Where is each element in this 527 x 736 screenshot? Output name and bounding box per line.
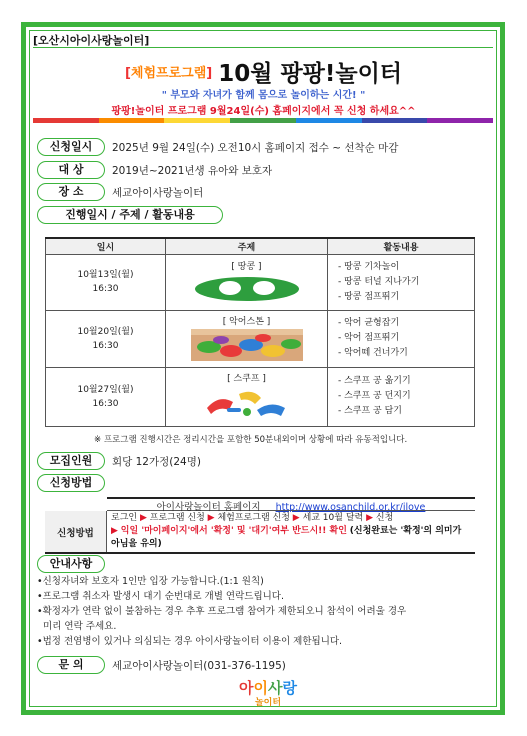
notice-list xyxy=(37,574,406,649)
column-header-topic: 주제 xyxy=(166,238,328,254)
activity-item: - 땅콩 터널 지나가기 xyxy=(338,276,420,287)
recruit-value: 회당 12가정(24명) xyxy=(112,456,201,468)
method-row-head: 신청방법 xyxy=(45,511,107,552)
recruit-label: 모집인원 xyxy=(37,452,105,470)
list-item: •프로그램 취소자 발생시 대기 순번대로 개별 연락드립니다. xyxy=(37,591,284,602)
subtitle-notice: 팡팡!놀이터 프로그램 9월24일(수) 홈페이지에서 꼭 신청 하세요^^ xyxy=(111,106,416,117)
logo-main: 아이사랑 xyxy=(239,679,297,697)
row-time: 16:30 xyxy=(92,284,119,294)
topic-name: [ 스쿠프 ] xyxy=(227,373,266,384)
notice-label: 안내사항 xyxy=(37,555,105,573)
activity-item: - 악어 균형잡기 xyxy=(338,318,400,328)
apply-date-label: 신청일시 xyxy=(37,138,105,156)
row-time: 16:30 xyxy=(92,340,119,351)
list-item: 미리 연락 주세요. xyxy=(37,621,117,632)
place-value: 세교아이사랑놀이터 xyxy=(112,187,204,199)
activity-item: - 스쿠프 공 옮기기 xyxy=(338,376,411,386)
scoop-toy-icon xyxy=(199,386,295,420)
topic-name: [ 악어스톤 ] xyxy=(222,316,271,327)
org-label: [오산시아이사랑놀이터] xyxy=(33,34,150,47)
list-item: •확정자가 연락 없이 불참하는 경우 추후 프로그램 참여가 제한되오니 참석이 어려울 경우 xyxy=(37,606,407,617)
schedule-table xyxy=(45,237,475,427)
method-box xyxy=(45,497,475,554)
activity-item: - 악어떼 건너가기 xyxy=(338,348,408,358)
peanut-ball-icon xyxy=(192,274,302,302)
method-site-row xyxy=(107,497,475,511)
logo-sub: 놀이터 xyxy=(254,698,282,708)
target-label: 대 상 xyxy=(37,161,105,179)
list-item: •신청자녀와 보호자 1인만 입장 가능합니다.(1:1 원칙) xyxy=(37,576,264,587)
method-label: 신청방법 xyxy=(37,474,105,492)
table-row xyxy=(46,254,475,310)
table-row xyxy=(46,367,475,426)
title-main: 10월 팡팡!놀이터 xyxy=(218,61,403,87)
list-item: •법정 전염병이 있거나 의심되는 경우 아이사랑놀이터 이용이 제한됩니다. xyxy=(37,636,343,647)
schedule-note: ※ 프로그램 진행시간은 정리시간을 포함한 50분내외이며 상황에 따라 유동적입니다. xyxy=(94,435,408,445)
poster-title xyxy=(0,55,527,88)
activity-item: - 땅콩 기차놀이 xyxy=(338,261,400,272)
activity-item: - 땅콩 점프뛰기 xyxy=(338,291,400,302)
activity-item: - 스쿠프 공 담기 xyxy=(338,406,402,416)
ilove-logo xyxy=(228,677,308,709)
activity-item: - 악어 점프뛰기 xyxy=(338,333,400,343)
contact-label: 문 의 xyxy=(37,656,105,674)
place-label: 장 소 xyxy=(37,183,105,201)
crocodile-stone-icon xyxy=(191,329,303,361)
table-row xyxy=(46,310,475,367)
target-value: 2019년~2021년생 유아와 보호자 xyxy=(112,165,273,177)
column-header-date: 일시 xyxy=(46,238,166,254)
confirm-warning: 익일 '마이페이지'에서 '확정' 및 '대기'여부 반드시!! 확인 xyxy=(120,526,347,536)
row-time: 16:30 xyxy=(92,398,119,409)
subtitle: " 부모와 자녀가 함께 몸으로 놀이하는 시간! " xyxy=(161,90,366,101)
site-label: 아이사랑놀이터 홈페이지 xyxy=(156,502,261,513)
row-date: 10월20일(월) xyxy=(77,326,134,337)
activity-item: - 스쿠프 공 던지기 xyxy=(338,391,411,401)
divider xyxy=(33,47,493,48)
contact-value: 세교아이사랑놀이터(031-376-1195) xyxy=(112,660,286,672)
homepage-link[interactable]: http://www.osanchild.or.kr/ilove xyxy=(275,502,426,513)
topic-name: [ 땅콩 ] xyxy=(231,262,262,272)
method-steps: 로그인 ▶ 프로그램 신청 ▶ 체험프로그램 신청 ▶ 세교 10월 달력 ▶ 신청 ▶ 익일 '마이페이지'에서 '확정' 및 '대기'여부 반드시!! 확인 (신청완료는 '확정'의 의미가 아님을 유의) xyxy=(111,513,462,549)
schedule-heading: 진행일시 / 주제 / 활동내용 xyxy=(37,206,223,224)
column-header-activities: 활동내용 xyxy=(328,238,475,254)
confirm-note: (신청완료는 '확정'의 의미가 아님을 유의) xyxy=(111,526,462,549)
program-tag: [체험프로그램] xyxy=(124,66,213,81)
apply-date-value: 2025년 9월 24일(수) 오전10시 홈페이지 접수 ~ 선착순 마감 xyxy=(112,142,399,154)
row-date: 10월27일(월) xyxy=(77,384,134,395)
rainbow-divider xyxy=(33,118,493,123)
row-date: 10월13일(월) xyxy=(77,270,134,280)
